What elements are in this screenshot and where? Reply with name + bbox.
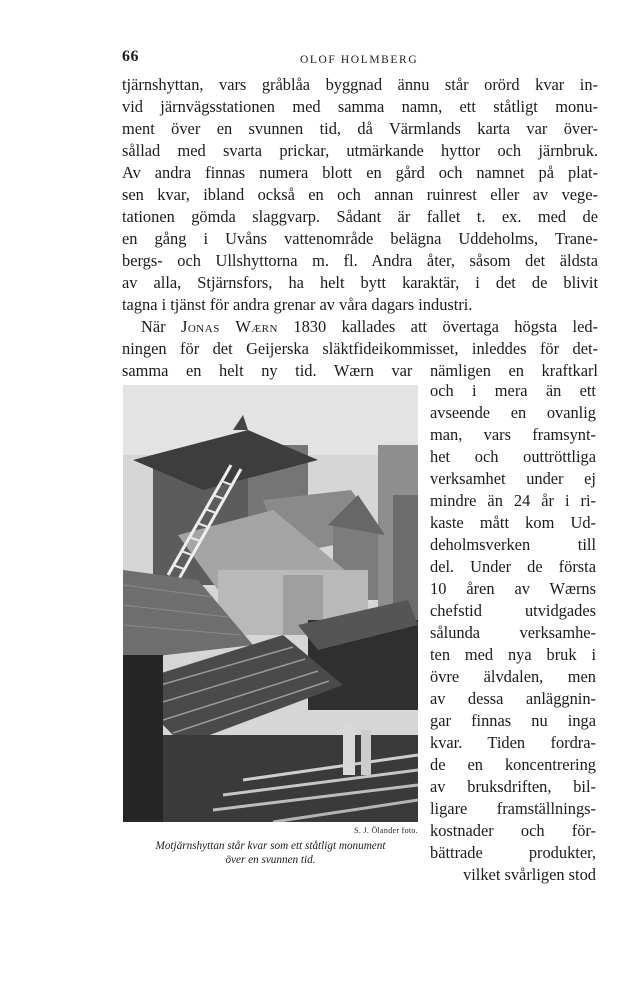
body-line: sen kvar, ibland också en och annan ruinrest eller av vege- (122, 185, 598, 204)
column-line: deholmsverken till (430, 535, 596, 554)
body-line: sållad med svarta prickar, utmärkande hyttor och järnbruk. (122, 141, 598, 160)
body-line: bergs- och Ullshyttorna m. fl. Andra åter, såsom det äldsta (122, 251, 598, 270)
person-name: Jonas Wærn (180, 317, 278, 336)
column-line: sålunda verksamhe- (430, 623, 596, 642)
photo-credit: S. J. Ölander foto. (354, 826, 418, 835)
column-line: gar finnas nu inga (430, 711, 596, 730)
body-line: ment över en svunnen tid, då Värmlands karta var över- (122, 119, 598, 138)
column-line: kvar. Tiden fordra- (430, 733, 596, 752)
caption-line: över en svunnen tid. (225, 854, 316, 866)
body-line: en gång i Uvåns vattenområde belägna Uddeholms, Trane- (122, 229, 598, 248)
column-line: övre älvdalen, men (430, 667, 596, 686)
column-line: avseende en ovanlig (430, 403, 596, 422)
column-line: ligare framställnings- (430, 799, 596, 818)
column-line: vilket svårligen stod (463, 865, 596, 884)
column-line: och i mera än ett (430, 381, 596, 400)
column-line: kaste mått kom Ud- (430, 513, 596, 532)
body-text: 1830 kallades att övertaga högsta led- (277, 317, 598, 336)
column-line: bättrade produkter, (430, 843, 596, 862)
body-line: samma en helt ny tid. Wærn var nämligen en kraftkarl (122, 361, 598, 380)
body-line: tationen gömda slaggvarp. Sådant är fallet t. ex. med de (122, 207, 598, 226)
column-line: kostnader och för- (430, 821, 596, 840)
body-line: Av andra finnas numera blott en gård och namnet på plat- (122, 163, 598, 182)
body-line: av alla, Stjärnsfors, ha helt bytt karaktär, i det de blivit (122, 273, 598, 292)
photograph (123, 385, 418, 822)
body-line: vid järnvägsstationen med samma namn, ett ståtligt monu- (122, 97, 598, 116)
paragraph-start-line (141, 316, 598, 338)
column-line: de en koncentrering (430, 755, 596, 774)
column-line: av bruksdriften, bil- (430, 777, 596, 796)
column-line: chefstid utvidgades (430, 601, 596, 620)
column-line: verksamhet under ej (430, 469, 596, 488)
body-text: När (141, 317, 181, 336)
column-line: mindre än 24 år i ri- (430, 491, 596, 510)
running-head: OLOF HOLMBERG (300, 54, 419, 66)
column-line: ten med nya bruk i (430, 645, 596, 664)
column-line: man, vars framsynt- (430, 425, 596, 444)
column-line: av dessa anläggnin- (430, 689, 596, 708)
page-number: 66 (122, 48, 139, 65)
column-line: het och outtröttliga (430, 447, 596, 466)
figure-caption (118, 839, 423, 867)
column-line: 10 åren av Wærns (430, 579, 596, 598)
body-line: tagna i tjänst för andra grenar av våra dagars industri. (122, 295, 473, 314)
body-line: ningen för det Geijerska släktfideikommisset, inleddes för det- (122, 339, 598, 358)
caption-line: Motjärnshyttan står kvar som ett ståtligt monument (155, 840, 386, 852)
column-line: del. Under de första (430, 557, 596, 576)
body-line: tjärnshyttan, vars gråblåa byggnad ännu står orörd kvar in- (122, 75, 598, 94)
